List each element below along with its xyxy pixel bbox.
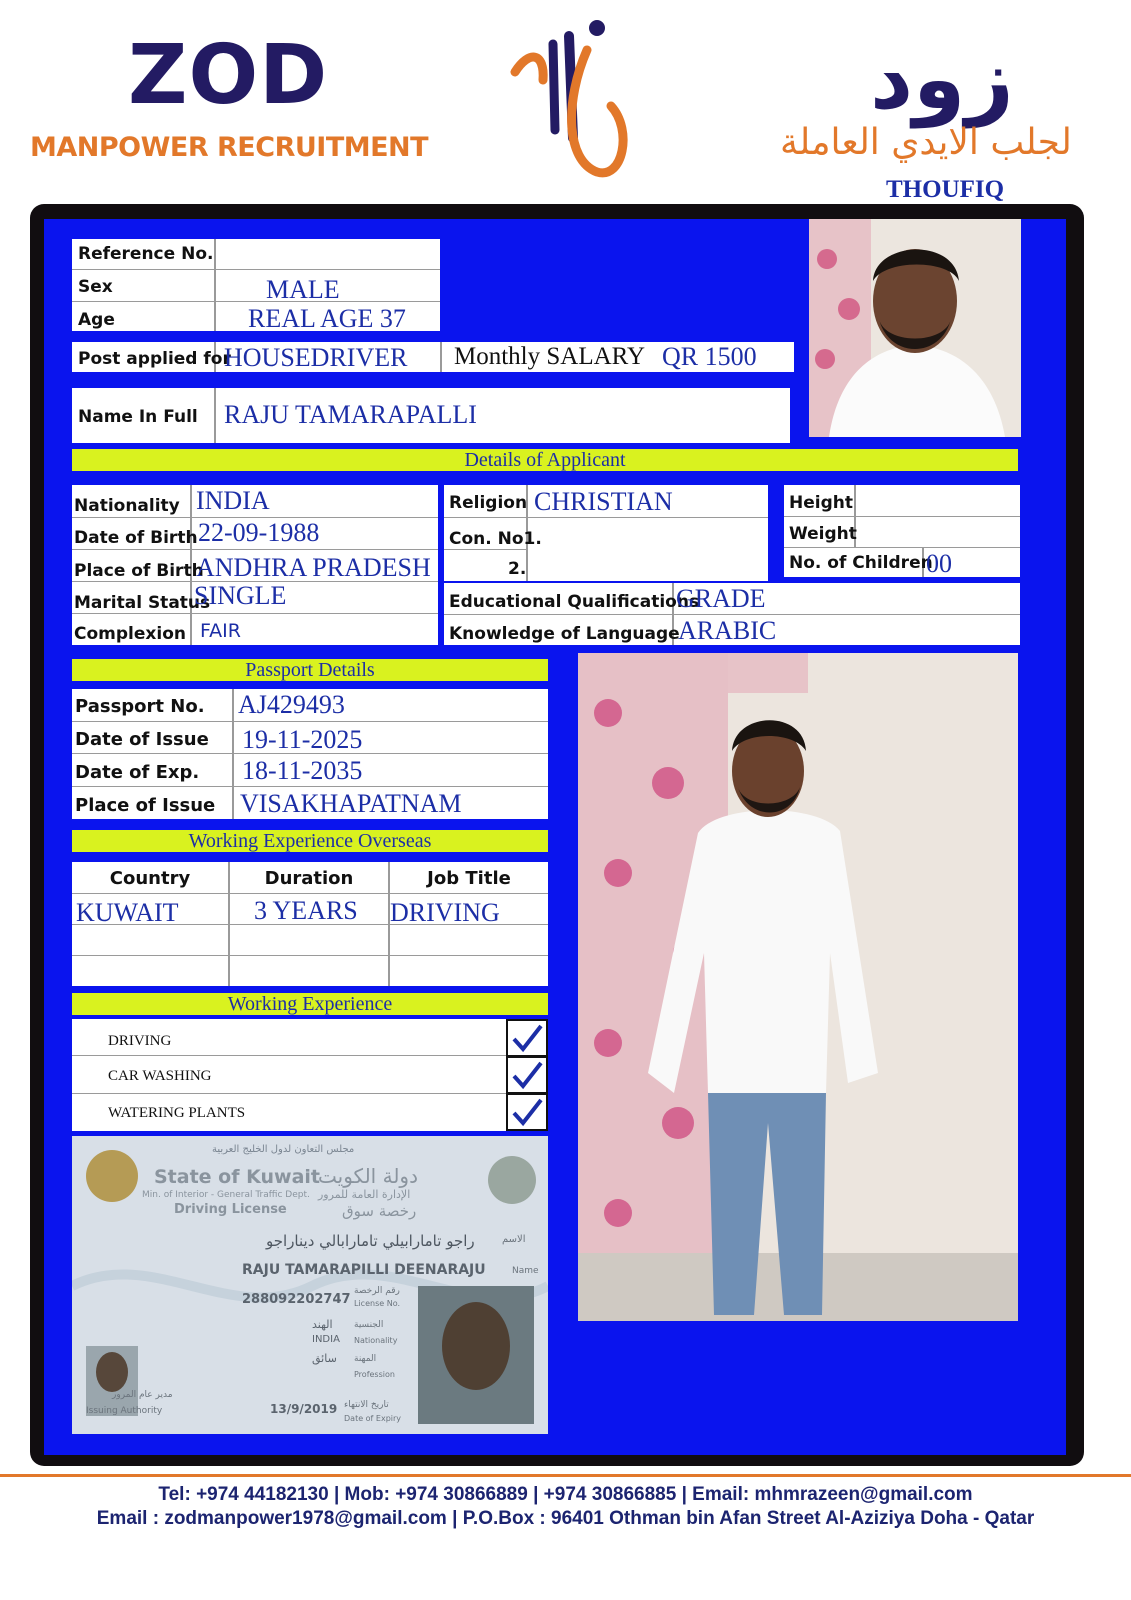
checkmark-icon <box>510 1060 544 1090</box>
passport-place-label: Place of Issue <box>75 795 216 816</box>
license-ministry-arabic: الإدارة العامة للمرور <box>318 1188 411 1201</box>
overseas-row-country: KUWAIT <box>76 898 179 927</box>
agent-name: THOUFIQ <box>886 176 1005 203</box>
complexion-value: FAIR <box>200 620 241 642</box>
license-expiry-label: Date of Expiry <box>344 1414 402 1423</box>
passport-issue-label: Date of Issue <box>75 729 209 750</box>
passport-exp-label: Date of Exp. <box>75 762 200 783</box>
age-label: Age <box>78 310 115 330</box>
driving-license-image <box>72 1136 548 1434</box>
license-nationality-arabic: الهند <box>312 1318 333 1331</box>
brand-emblem-icon <box>505 10 635 180</box>
overseas-header-duration: Duration <box>264 868 354 889</box>
religion-table <box>444 485 768 581</box>
education-label: Educational Qualifications <box>449 592 700 612</box>
brand-subtitle-arabic: لجلب الايدي العاملة <box>780 122 1072 163</box>
passport-no-value: AJ429493 <box>238 690 345 719</box>
complexion-label: Complexion <box>74 624 186 644</box>
license-profession-label-arabic: المهنة <box>354 1354 377 1364</box>
religion-label: Religion <box>449 493 528 513</box>
education-value: GRADE <box>676 584 766 613</box>
weight-label: Weight <box>789 524 857 544</box>
license-name-label-arabic: الاسم <box>502 1234 526 1245</box>
checkbox-driving[interactable] <box>506 1019 548 1057</box>
license-profession-label: Profession <box>354 1370 395 1379</box>
sex-label: Sex <box>78 277 113 297</box>
language-value: ARABIC <box>678 616 777 645</box>
education-table <box>444 583 1020 645</box>
license-country: State of Kuwait <box>154 1166 320 1188</box>
name-label: Name In Full <box>78 407 198 427</box>
contact-1-label: Con. No1. <box>449 529 542 549</box>
checkbox-car-washing[interactable] <box>506 1056 548 1094</box>
pob-label: Place of Birth <box>74 561 204 581</box>
license-nationality-label: Nationality <box>354 1336 398 1345</box>
license-issuing: Issuing Authority <box>86 1406 163 1416</box>
religion-value: CHRISTIAN <box>534 487 673 516</box>
passport-issue-value: 19-11-2025 <box>242 725 363 754</box>
license-title: Driving License <box>174 1202 287 1217</box>
brand-subtitle: MANPOWER RECRUITMENT <box>30 132 429 163</box>
passport-no-label: Passport No. <box>75 696 205 717</box>
overseas-table <box>72 862 548 986</box>
license-issuing-arabic: مدير عام المرور <box>112 1390 173 1400</box>
language-label: Knowledge of Language <box>449 624 680 644</box>
applicant-portrait-photo <box>809 219 1021 437</box>
post-value: HOUSEDRIVER <box>224 343 408 372</box>
details-band: Details of Applicant <box>72 449 1018 471</box>
passport-place-value: VISAKHAPATNAM <box>240 789 462 818</box>
brand-logo-text: ZOD <box>128 28 329 123</box>
license-ministry: Min. of Interior - General Traffic Dept. <box>142 1190 310 1200</box>
license-number-label-arabic: رقم الرخصة <box>354 1286 400 1296</box>
license-expiry: 13/9/2019 <box>270 1402 338 1416</box>
license-title-arabic: رخصة سوق <box>342 1202 417 1220</box>
salary-value: QR 1500 <box>662 342 757 371</box>
footer-contact-line-1: Tel: +974 44182130 | Mob: +974 30866889 | +974 30866885 | Email: mhmrazeen@gmail.com <box>158 1484 973 1505</box>
overseas-row-duration: 3 YEARS <box>254 896 358 925</box>
overseas-header-job: Job Title <box>427 868 511 889</box>
reference-label: Reference No. <box>78 244 214 264</box>
license-nationality-label-arabic: الجنسية <box>354 1320 384 1330</box>
salary-label: Monthly SALARY <box>454 343 646 370</box>
applicant-fullbody-photo <box>578 653 1018 1321</box>
experience-item-car-washing: CAR WASHING <box>108 1068 212 1084</box>
name-row <box>72 388 790 443</box>
dob-label: Date of Birth <box>74 528 198 548</box>
dob-value: 22-09-1988 <box>198 518 320 547</box>
experience-list <box>72 1019 548 1131</box>
license-holder-name: RAJU TAMARAPILLI DEENARAJU <box>242 1262 486 1278</box>
passport-band: Passport Details <box>72 659 548 681</box>
details-personal-table <box>72 485 438 645</box>
nationality-label: Nationality <box>74 496 180 516</box>
license-profession-arabic: سائق <box>312 1352 337 1365</box>
passport-table <box>72 689 548 819</box>
experience-item-watering: WATERING PLANTS <box>108 1105 246 1121</box>
passport-exp-value: 18-11-2035 <box>242 756 363 785</box>
license-nationality: INDIA <box>312 1334 340 1345</box>
post-label: Post applied for <box>78 349 231 369</box>
children-value: 00 <box>926 549 952 578</box>
overseas-band: Working Experience Overseas <box>72 830 548 852</box>
pob-value: ANDHRA PRADESH <box>196 553 431 582</box>
age-value: REAL AGE 37 <box>248 304 406 333</box>
license-number: 288092202747 <box>242 1292 351 1307</box>
footer-divider <box>0 1474 1131 1477</box>
license-number-label: License No. <box>354 1299 400 1308</box>
overseas-header-country: Country <box>109 868 191 889</box>
license-name-arabic: راجو تامارابيلي تامارابالي ديناراجو <box>266 1232 475 1250</box>
license-country-arabic: دولة الكويت <box>318 1164 418 1188</box>
contact-2-label: 2. <box>508 559 527 579</box>
sex-value: MALE <box>266 275 340 304</box>
name-value: RAJU TAMARAPALLI <box>224 400 477 429</box>
nationality-value: INDIA <box>196 486 270 515</box>
overseas-row-job: DRIVING <box>390 898 500 927</box>
checkbox-watering[interactable] <box>506 1093 548 1131</box>
checkmark-icon <box>510 1097 544 1127</box>
license-gcc-arabic: مجلس التعاون لدول الخليج العربية <box>212 1144 355 1155</box>
marital-value: SINGLE <box>194 581 287 610</box>
license-name-label: Name <box>512 1266 539 1276</box>
marital-label: Marital Status <box>74 593 211 613</box>
physical-table <box>784 485 1020 577</box>
children-label: No. of Children <box>789 553 933 573</box>
height-label: Height <box>789 493 853 513</box>
experience-band: Working Experience <box>72 993 548 1015</box>
license-expiry-label-arabic: تاريخ الانتهاء <box>344 1400 389 1410</box>
post-row <box>72 342 794 372</box>
footer-contact-line-2: Email : zodmanpower1978@gmail.com | P.O.Box : 96401 Othman bin Afan Street Al-Aziziya Doha - Qatar <box>96 1508 1035 1529</box>
experience-item-driving: DRIVING <box>108 1033 172 1049</box>
brand-logo-arabic: زود <box>870 30 1014 128</box>
top-info-table <box>72 239 440 331</box>
checkmark-icon <box>510 1023 544 1053</box>
